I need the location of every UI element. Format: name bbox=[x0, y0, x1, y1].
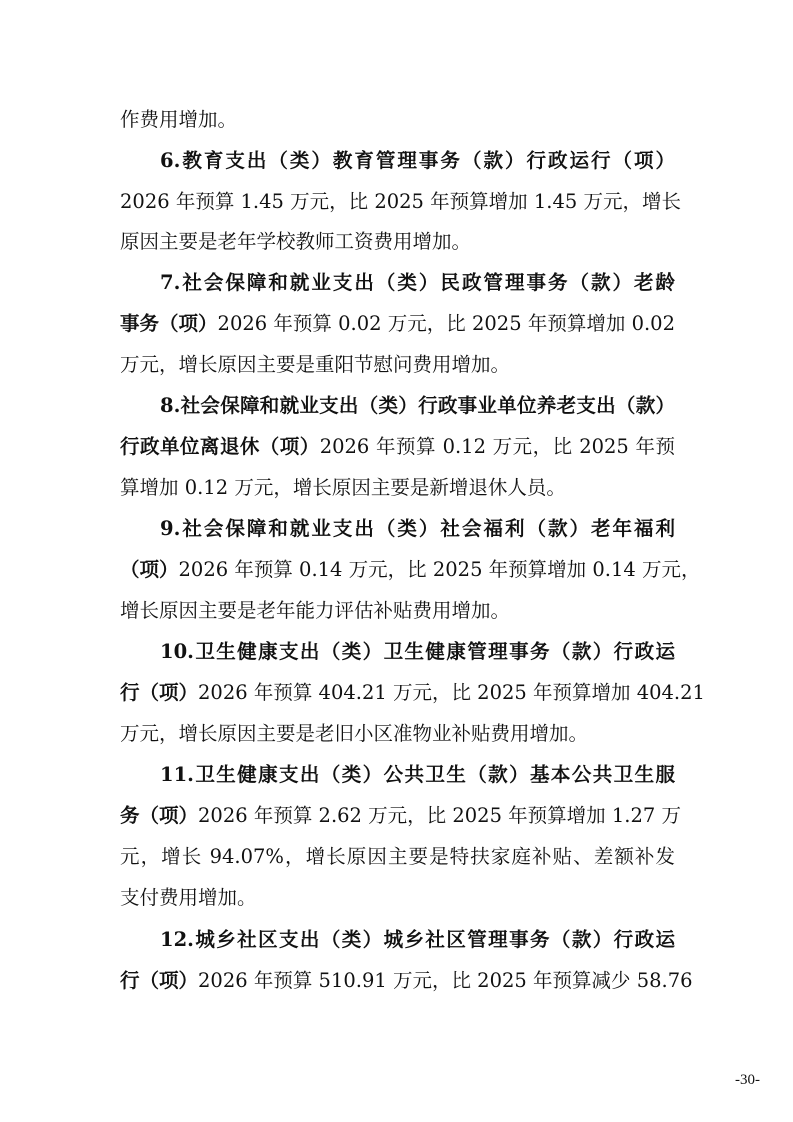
text-line-7 bbox=[120, 345, 675, 385]
line-text: 支付费用增加。 bbox=[120, 886, 257, 909]
text-line-13 bbox=[120, 591, 675, 631]
line-text: 2026 年预算 404.21 万元，比 2025 年预算增加 404.21 bbox=[198, 681, 705, 704]
heading-item-6 bbox=[160, 141, 675, 181]
text-line-16 bbox=[120, 714, 675, 754]
heading-text: 11.卫生健康支出（类）公共卫生（款）基本公共卫生服 bbox=[160, 763, 675, 786]
heading-text: （项） bbox=[120, 558, 179, 581]
heading-item-9 bbox=[160, 509, 675, 549]
line-text: 2026 年预算 510.91 万元，比 2025 年预算减少 58.76 bbox=[198, 969, 693, 992]
line-text: 作费用增加。 bbox=[120, 108, 238, 131]
heading-text: 行（项） bbox=[120, 681, 199, 704]
heading-text: 9.社会保障和就业支出（类）社会福利（款）老年福利 bbox=[160, 517, 675, 540]
text-line-9 bbox=[120, 427, 675, 467]
heading-text: 8.社会保障和就业支出（类）行政事业单位养老支出（款） bbox=[160, 394, 675, 417]
text-line-10 bbox=[120, 468, 675, 508]
text-line-12 bbox=[120, 550, 701, 590]
heading-item-10 bbox=[160, 632, 675, 672]
heading-text: 行（项） bbox=[120, 969, 199, 992]
heading-text: 行政单位离退休（项） bbox=[120, 435, 320, 458]
heading-item-7 bbox=[160, 263, 675, 303]
line-text: 万元，增长原因主要是重阳节慰问费用增加。 bbox=[120, 353, 511, 376]
text-line-22 bbox=[120, 961, 693, 1001]
line-text: 2026 年预算 1.45 万元，比 2025 年预算增加 1.45 万元，增长 bbox=[120, 190, 681, 213]
heading-text: 10.卫生健康支出（类）卫生健康管理事务（款）行政运 bbox=[160, 640, 675, 663]
line-text: 2026 年预算 0.12 万元，比 2025 年预 bbox=[319, 435, 675, 458]
text-line-18 bbox=[120, 796, 681, 836]
heading-item-12 bbox=[160, 920, 675, 960]
heading-text: 7.社会保障和就业支出（类）民政管理事务（款）老龄 bbox=[160, 271, 675, 294]
line-text: 原因主要是老年学校教师工资费用增加。 bbox=[120, 230, 472, 253]
page-number: -30- bbox=[735, 1072, 760, 1088]
line-text: 增长原因主要是老年能力评估补贴费用增加。 bbox=[120, 599, 511, 622]
heading-item-11 bbox=[160, 755, 675, 795]
line-text: 2026 年预算 2.62 万元，比 2025 年预算增加 1.27 万 bbox=[198, 804, 681, 827]
text-line-19 bbox=[120, 837, 675, 877]
heading-text: 12.城乡社区支出（类）城乡社区管理事务（款）行政运 bbox=[160, 928, 675, 951]
heading-item-8 bbox=[160, 386, 675, 426]
line-text: 2026 年预算 0.02 万元，比 2025 年预算增加 0.02 bbox=[217, 312, 675, 335]
text-line-20 bbox=[120, 878, 675, 918]
line-text: 万元，增长原因主要是老旧小区准物业补贴费用增加。 bbox=[120, 722, 589, 745]
line-text: 元，增长 94.07%，增长原因主要是特扶家庭补贴、差额补发 bbox=[120, 845, 675, 868]
text-line-1 bbox=[120, 100, 675, 140]
heading-text: 务（项） bbox=[120, 804, 199, 827]
line-text: 2026 年预算 0.14 万元，比 2025 年预算增加 0.14 万元， bbox=[178, 558, 701, 581]
text-line-15 bbox=[120, 673, 705, 713]
heading-text: 6.教育支出（类）教育管理事务（款）行政运行（项） bbox=[160, 149, 675, 172]
text-line-4 bbox=[120, 222, 675, 262]
text-line-6 bbox=[120, 304, 675, 344]
text-line-3 bbox=[120, 182, 681, 222]
heading-text: 事务（项） bbox=[120, 312, 218, 335]
line-text: 算增加 0.12 万元，增长原因主要是新增退休人员。 bbox=[120, 476, 566, 499]
